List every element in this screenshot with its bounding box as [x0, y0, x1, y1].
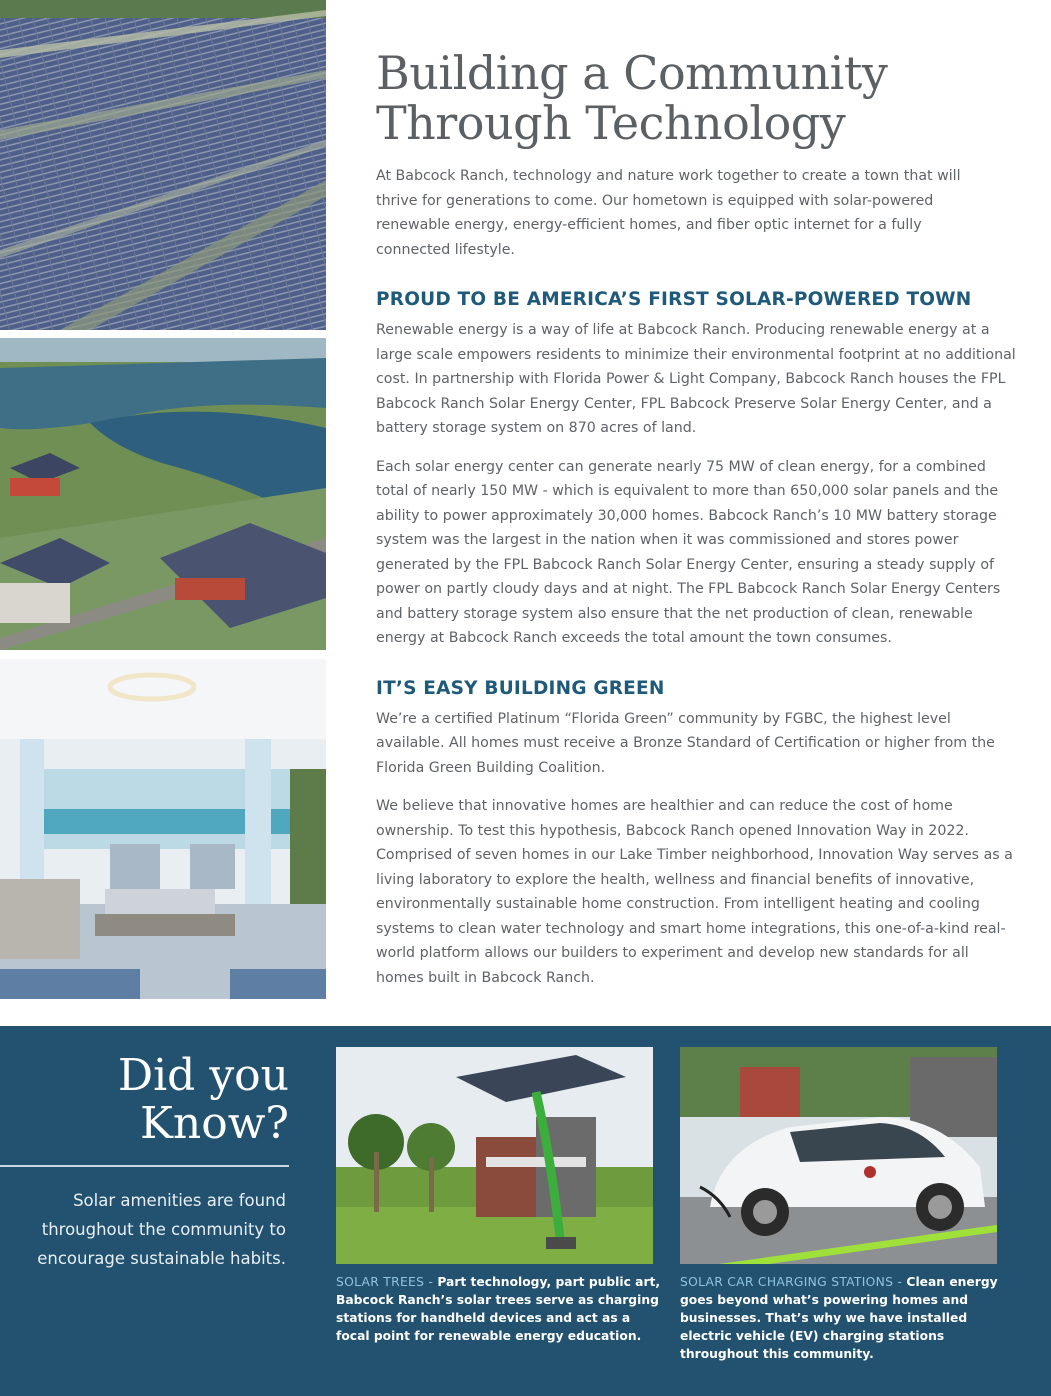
intro-paragraph: At Babcock Ranch, technology and nature work together to create a town that will thrive for generations to come. Our hometown is equipped with solar-powered renewable energy, energy-efficient homes, and fiber optic internet for a fully connected lifestyle.	[376, 168, 961, 258]
ev-charging-caption-lead: SOLAR CAR CHARGING STATIONS -	[680, 1275, 907, 1289]
did-you-know-line-1: Did you	[117, 1050, 289, 1101]
title-line-2: Through Technology	[376, 96, 846, 150]
solar-tree-photo	[336, 1047, 653, 1264]
ev-charging-photo	[680, 1047, 997, 1264]
solar-trees-caption-lead: SOLAR TREES -	[336, 1275, 438, 1289]
ev-charging-caption-text: Clean energy goes beyond what’s powering homes and businesses. That’s why we have installed electric vehicle (EV) charging stations throughout this community.	[680, 1275, 998, 1361]
aerial-town-lake-photo	[0, 338, 326, 650]
solar-paragraph-1: Renewable energy is a way of life at Babcock Ranch. Producing renewable energy at a large scale empowers residents to minimize their environmental footprint at no additional cost. In partnership with Florida Power & Light Company, Babcock Ranch houses the FPL Babcock Ranch Solar Energy Center, FPL Babcock Preserve Solar Energy Center, and a battery storage system on 870 acres of land.	[376, 322, 1016, 436]
article	[376, 48, 1016, 990]
aerial-solar-field-photo	[0, 0, 326, 330]
solar-trees-caption	[336, 1273, 666, 1345]
page-title	[376, 48, 1016, 148]
ev-charging-caption	[680, 1273, 1010, 1363]
did-you-know-text: Solar amenities are found throughout the community to encourage sustainable habits.	[37, 1191, 286, 1268]
did-you-know-line-2: Know?	[140, 1098, 289, 1149]
did-you-know-divider	[0, 1165, 289, 1167]
green-paragraph-1: We’re a certified Platinum “Florida Green” community by FGBC, the highest level available. All homes must receive a Bronze Standard of Certification or higher from the Florida Green Building Coalition.	[376, 710, 995, 776]
section-heading-building-green: IT’S EASY BUILDING GREEN	[376, 677, 665, 699]
living-room-interior-photo	[0, 659, 326, 999]
green-paragraph-2: We believe that innovative homes are healthier and can reduce the cost of home ownership. To test this hypothesis, Babcock Ranch opened Innovation Way in 2022. Comprised of seven homes in our Lake Timber neighborhood, Innovation Way serves as a living laboratory to explore the health, wellness and financial benefits of innovative, environmentally sustainable home construction. From intelligent heating and cooling systems to clean water technology and smart home integrations, this one-of-a-kind real-world platform allows our builders to experiment and develop new standards for all homes built in Babcock Ranch.	[376, 798, 1013, 986]
section-heading-solar-town: PROUD TO BE AMERICA’S FIRST SOLAR-POWERED TOWN	[376, 289, 972, 310]
solar-trees-caption-text: Part technology, part public art, Babcock Ranch’s solar trees serve as charging stations for handheld devices and act as a focal point for renewable energy education.	[336, 1275, 661, 1343]
did-you-know-title	[118, 1052, 289, 1148]
solar-paragraph-2: Each solar energy center can generate nearly 75 MW of clean energy, for a combined total of nearly 150 MW - which is equivalent to more than 650,000 solar panels and the ability to power approximately 30,000 homes. Babcock Ranch’s 10 MW battery storage system was the largest in the nation when it was commissioned and stores power generated by the FPL Babcock Ranch Solar Energy Center, ensuring a steady supply of power on partly cloudy days and at night. The FPL Babcock Ranch Solar Energy Centers and battery storage system also ensure that the net production of clean, renewable energy at Babcock Ranch exceeds the total amount the town consumes.	[376, 458, 1001, 646]
did-you-know-band	[0, 1026, 1051, 1396]
title-line-1: Building a Community	[376, 46, 888, 100]
